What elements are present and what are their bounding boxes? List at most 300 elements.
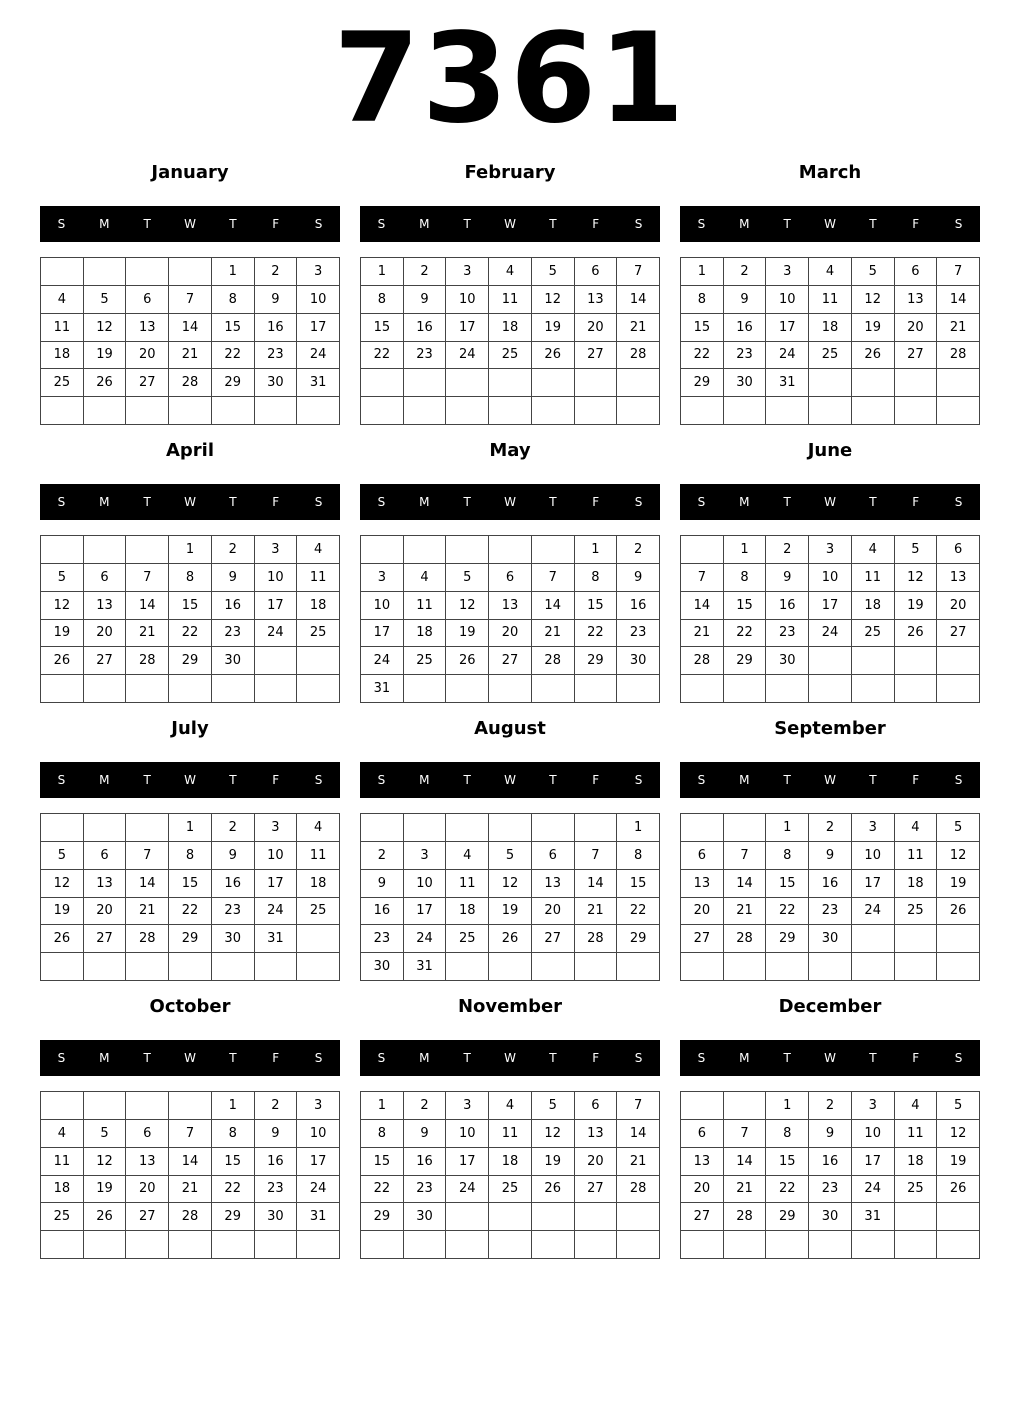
day-cell: 4 [41, 1120, 84, 1148]
month-name: November [457, 996, 563, 1017]
day-cell: 11 [895, 842, 938, 870]
day-cell: 13 [681, 870, 724, 898]
day-cell: 12 [41, 870, 84, 898]
weekday-label: T [143, 773, 151, 787]
day-cell: 28 [724, 1203, 767, 1231]
day-cell: 20 [575, 1148, 618, 1176]
day-cell: 22 [575, 620, 618, 648]
day-cell: 3 [809, 536, 852, 564]
day-cell: 17 [297, 1148, 340, 1176]
day-cell: 8 [169, 564, 212, 592]
weekday-label: F [272, 495, 280, 509]
day-cell: 6 [126, 1120, 169, 1148]
weekday-label: M [739, 773, 750, 787]
day-cell: 22 [766, 898, 809, 926]
day-cell [404, 369, 447, 397]
day-cell [575, 953, 618, 981]
day-cell: 10 [361, 592, 404, 620]
weekday-label: M [739, 1051, 750, 1065]
day-cell: 31 [297, 1203, 340, 1231]
day-cell: 6 [681, 1120, 724, 1148]
day-cell [126, 1231, 169, 1259]
weekday-label: S [634, 495, 643, 509]
day-cell: 2 [212, 814, 255, 842]
weekday-label: T [869, 773, 877, 787]
day-cell: 2 [724, 258, 767, 286]
weekday-label: W [504, 773, 516, 787]
day-cell: 15 [212, 1148, 255, 1176]
day-cell: 30 [212, 647, 255, 675]
day-cell [852, 953, 895, 981]
day-cell: 13 [126, 314, 169, 342]
day-cell: 12 [489, 870, 532, 898]
day-cell [617, 369, 660, 397]
day-cell [575, 814, 618, 842]
day-cell: 8 [361, 1120, 404, 1148]
day-cell: 23 [724, 342, 767, 370]
day-cell: 5 [84, 1120, 127, 1148]
day-cell [852, 369, 895, 397]
day-cell [895, 925, 938, 953]
weekday-header [360, 1040, 660, 1076]
day-cell: 4 [809, 258, 852, 286]
day-cell [809, 675, 852, 703]
month-name: October [149, 996, 231, 1017]
day-cell [489, 953, 532, 981]
day-cell: 5 [84, 286, 127, 314]
day-cell [766, 397, 809, 425]
day-cell [852, 1231, 895, 1259]
weekday-label: W [184, 1051, 196, 1065]
day-cell [532, 1231, 575, 1259]
day-cell: 26 [937, 898, 980, 926]
day-cell: 10 [852, 842, 895, 870]
day-cell: 5 [895, 536, 938, 564]
day-grid [360, 257, 660, 425]
day-cell [809, 953, 852, 981]
day-cell: 15 [575, 592, 618, 620]
day-cell: 5 [532, 258, 575, 286]
day-cell: 10 [297, 286, 340, 314]
weekday-label: W [184, 217, 196, 231]
day-cell: 9 [809, 842, 852, 870]
weekday-label: F [592, 773, 600, 787]
weekday-label: T [783, 773, 791, 787]
day-cell: 14 [575, 870, 618, 898]
day-cell [41, 953, 84, 981]
day-cell: 25 [297, 620, 340, 648]
day-cell [84, 1231, 127, 1259]
day-cell [84, 258, 127, 286]
day-cell [446, 675, 489, 703]
day-cell: 26 [532, 1176, 575, 1204]
day-cell: 2 [404, 258, 447, 286]
month-name: July [171, 718, 209, 739]
day-cell [41, 814, 84, 842]
day-cell [617, 397, 660, 425]
weekday-label: S [697, 773, 706, 787]
weekday-label: F [592, 495, 600, 509]
day-cell: 23 [617, 620, 660, 648]
day-cell: 27 [126, 369, 169, 397]
day-cell: 18 [41, 342, 84, 370]
day-cell: 23 [361, 925, 404, 953]
day-cell: 5 [489, 842, 532, 870]
day-cell [895, 397, 938, 425]
day-cell: 21 [169, 1176, 212, 1204]
day-cell [255, 647, 298, 675]
day-cell: 15 [617, 870, 660, 898]
weekday-label: T [869, 217, 877, 231]
month-name: April [165, 440, 215, 461]
day-cell: 17 [404, 898, 447, 926]
day-cell: 8 [212, 1120, 255, 1148]
day-cell: 25 [41, 1203, 84, 1231]
day-cell: 25 [852, 620, 895, 648]
weekday-label: F [912, 495, 920, 509]
day-cell [681, 1092, 724, 1120]
weekday-header [680, 762, 980, 798]
day-cell: 11 [297, 564, 340, 592]
weekday-label: W [184, 495, 196, 509]
day-cell [126, 814, 169, 842]
day-cell [489, 536, 532, 564]
day-cell: 21 [126, 620, 169, 648]
weekday-label: T [549, 1051, 557, 1065]
day-cell: 27 [489, 647, 532, 675]
day-cell: 4 [297, 814, 340, 842]
day-cell [169, 675, 212, 703]
day-cell [126, 536, 169, 564]
day-cell [361, 814, 404, 842]
day-cell [297, 953, 340, 981]
day-cell: 19 [446, 620, 489, 648]
day-cell: 14 [937, 286, 980, 314]
day-cell: 15 [724, 592, 767, 620]
day-cell: 3 [361, 564, 404, 592]
day-cell [41, 397, 84, 425]
day-cell [84, 536, 127, 564]
weekday-header [40, 484, 340, 520]
day-cell: 21 [617, 314, 660, 342]
day-cell [532, 397, 575, 425]
day-cell: 28 [681, 647, 724, 675]
day-cell: 1 [169, 536, 212, 564]
day-cell: 4 [895, 1092, 938, 1120]
day-cell: 9 [255, 1120, 298, 1148]
day-cell: 21 [126, 898, 169, 926]
day-cell [809, 397, 852, 425]
day-cell: 30 [809, 925, 852, 953]
month-name: May [489, 440, 531, 461]
day-cell [446, 814, 489, 842]
day-cell: 19 [937, 1148, 980, 1176]
day-cell [126, 258, 169, 286]
day-cell [297, 397, 340, 425]
day-cell: 12 [937, 842, 980, 870]
weekday-label: M [419, 773, 430, 787]
day-cell [297, 1231, 340, 1259]
day-cell: 30 [617, 647, 660, 675]
weekday-label: S [57, 217, 66, 231]
day-cell: 2 [212, 536, 255, 564]
day-cell: 20 [532, 898, 575, 926]
day-cell: 7 [724, 1120, 767, 1148]
weekday-label: T [869, 1051, 877, 1065]
weekday-label: T [549, 217, 557, 231]
weekday-label: M [419, 495, 430, 509]
day-cell: 22 [617, 898, 660, 926]
day-cell: 29 [766, 1203, 809, 1231]
weekday-label: T [463, 495, 471, 509]
day-cell [212, 1231, 255, 1259]
day-cell: 14 [169, 314, 212, 342]
day-cell [84, 675, 127, 703]
day-grid [40, 813, 340, 981]
day-cell [446, 369, 489, 397]
day-cell: 16 [809, 870, 852, 898]
weekday-label: S [314, 495, 323, 509]
day-cell: 24 [297, 1176, 340, 1204]
weekday-label: M [99, 217, 110, 231]
day-cell: 8 [617, 842, 660, 870]
day-cell: 15 [361, 314, 404, 342]
weekday-label: S [57, 1051, 66, 1065]
day-cell: 15 [169, 592, 212, 620]
weekday-label: S [954, 495, 963, 509]
weekday-label: W [184, 773, 196, 787]
day-cell: 7 [617, 1092, 660, 1120]
weekday-label: W [504, 1051, 516, 1065]
day-cell [297, 647, 340, 675]
day-cell: 20 [681, 1176, 724, 1204]
day-cell [361, 369, 404, 397]
day-cell: 31 [404, 953, 447, 981]
day-cell [532, 1203, 575, 1231]
day-cell: 9 [212, 564, 255, 592]
day-grid [680, 1091, 980, 1259]
day-cell: 13 [575, 1120, 618, 1148]
day-cell [84, 814, 127, 842]
day-cell: 18 [297, 870, 340, 898]
weekday-label: S [377, 217, 386, 231]
day-cell: 31 [297, 369, 340, 397]
weekday-label: S [697, 217, 706, 231]
weekday-label: M [99, 495, 110, 509]
day-cell: 19 [852, 314, 895, 342]
day-cell: 10 [852, 1120, 895, 1148]
day-cell: 13 [84, 592, 127, 620]
weekday-label: M [739, 495, 750, 509]
month-name: December [778, 996, 882, 1017]
weekday-header [680, 1040, 980, 1076]
day-cell [809, 369, 852, 397]
day-cell: 16 [404, 1148, 447, 1176]
day-cell: 26 [41, 647, 84, 675]
weekday-label: S [954, 217, 963, 231]
day-cell: 17 [255, 870, 298, 898]
day-cell: 2 [617, 536, 660, 564]
day-cell: 26 [532, 342, 575, 370]
day-cell [617, 1203, 660, 1231]
day-cell: 20 [895, 314, 938, 342]
weekday-label: S [377, 1051, 386, 1065]
day-cell [446, 1203, 489, 1231]
day-cell: 20 [937, 592, 980, 620]
day-cell: 27 [575, 342, 618, 370]
day-cell: 12 [84, 314, 127, 342]
day-cell [169, 1231, 212, 1259]
day-grid [40, 1091, 340, 1259]
day-cell: 29 [361, 1203, 404, 1231]
day-cell: 17 [255, 592, 298, 620]
day-cell: 4 [895, 814, 938, 842]
day-cell: 15 [766, 1148, 809, 1176]
day-cell [724, 1092, 767, 1120]
day-cell [937, 925, 980, 953]
day-cell: 23 [255, 1176, 298, 1204]
day-grid [680, 257, 980, 425]
day-cell: 6 [126, 286, 169, 314]
day-cell: 14 [532, 592, 575, 620]
day-cell: 8 [575, 564, 618, 592]
day-cell: 14 [724, 870, 767, 898]
day-cell: 11 [895, 1120, 938, 1148]
day-cell [681, 953, 724, 981]
day-cell [489, 397, 532, 425]
day-cell [809, 647, 852, 675]
day-cell: 20 [126, 1176, 169, 1204]
day-cell: 11 [809, 286, 852, 314]
day-cell: 9 [724, 286, 767, 314]
day-cell: 27 [126, 1203, 169, 1231]
day-cell: 16 [255, 1148, 298, 1176]
day-cell [809, 1231, 852, 1259]
day-cell: 19 [41, 620, 84, 648]
day-cell: 18 [489, 314, 532, 342]
day-cell: 13 [681, 1148, 724, 1176]
day-cell: 27 [84, 647, 127, 675]
day-cell: 21 [532, 620, 575, 648]
day-cell: 12 [895, 564, 938, 592]
day-cell: 12 [532, 286, 575, 314]
day-cell [532, 953, 575, 981]
day-cell: 14 [724, 1148, 767, 1176]
day-cell: 12 [84, 1148, 127, 1176]
day-cell: 1 [681, 258, 724, 286]
day-cell: 10 [446, 1120, 489, 1148]
day-cell: 10 [255, 842, 298, 870]
day-cell: 28 [724, 925, 767, 953]
day-cell: 30 [404, 1203, 447, 1231]
day-cell: 4 [41, 286, 84, 314]
day-cell: 11 [489, 286, 532, 314]
day-cell: 17 [809, 592, 852, 620]
day-cell: 23 [404, 1176, 447, 1204]
year-title: 7361 [333, 7, 687, 151]
day-cell: 2 [809, 814, 852, 842]
day-cell: 7 [169, 286, 212, 314]
weekday-label: S [377, 495, 386, 509]
day-cell: 24 [255, 620, 298, 648]
day-cell: 26 [852, 342, 895, 370]
weekday-header [360, 762, 660, 798]
day-cell: 25 [809, 342, 852, 370]
day-cell [41, 1231, 84, 1259]
day-cell: 31 [766, 369, 809, 397]
day-cell: 5 [446, 564, 489, 592]
day-cell: 9 [766, 564, 809, 592]
day-cell: 7 [126, 842, 169, 870]
day-cell: 24 [446, 1176, 489, 1204]
day-cell: 24 [809, 620, 852, 648]
day-cell: 22 [212, 1176, 255, 1204]
weekday-label: S [314, 1051, 323, 1065]
weekday-label: T [463, 1051, 471, 1065]
day-cell: 16 [361, 898, 404, 926]
weekday-label: S [57, 773, 66, 787]
day-cell [895, 1231, 938, 1259]
day-cell: 3 [852, 1092, 895, 1120]
day-cell: 2 [361, 842, 404, 870]
day-cell [895, 369, 938, 397]
day-cell [724, 675, 767, 703]
weekday-label: S [954, 1051, 963, 1065]
day-cell: 28 [126, 925, 169, 953]
day-cell [404, 536, 447, 564]
day-cell: 20 [489, 620, 532, 648]
day-cell: 3 [255, 536, 298, 564]
weekday-label: T [463, 773, 471, 787]
weekday-label: M [99, 773, 110, 787]
day-cell: 27 [532, 925, 575, 953]
day-cell [724, 814, 767, 842]
day-cell: 4 [404, 564, 447, 592]
day-cell: 14 [126, 592, 169, 620]
weekday-label: T [549, 495, 557, 509]
day-cell: 25 [895, 1176, 938, 1204]
day-cell [41, 1092, 84, 1120]
day-cell: 12 [852, 286, 895, 314]
day-cell [361, 1231, 404, 1259]
weekday-label: F [912, 1051, 920, 1065]
day-cell: 5 [41, 842, 84, 870]
day-cell: 8 [212, 286, 255, 314]
day-cell: 18 [446, 898, 489, 926]
day-cell [446, 1231, 489, 1259]
day-cell [852, 925, 895, 953]
month-name: June [807, 440, 853, 461]
day-cell: 23 [212, 620, 255, 648]
day-cell [255, 1231, 298, 1259]
weekday-label: F [912, 217, 920, 231]
day-cell: 2 [766, 536, 809, 564]
day-cell: 13 [937, 564, 980, 592]
day-cell [681, 1231, 724, 1259]
day-cell [575, 675, 618, 703]
day-cell: 10 [446, 286, 489, 314]
day-cell [532, 369, 575, 397]
day-cell [766, 675, 809, 703]
day-cell: 13 [895, 286, 938, 314]
day-cell: 8 [766, 1120, 809, 1148]
day-cell: 28 [532, 647, 575, 675]
day-cell: 3 [446, 258, 489, 286]
day-cell: 26 [41, 925, 84, 953]
day-cell: 18 [489, 1148, 532, 1176]
month-name: March [798, 162, 862, 183]
day-cell: 14 [681, 592, 724, 620]
